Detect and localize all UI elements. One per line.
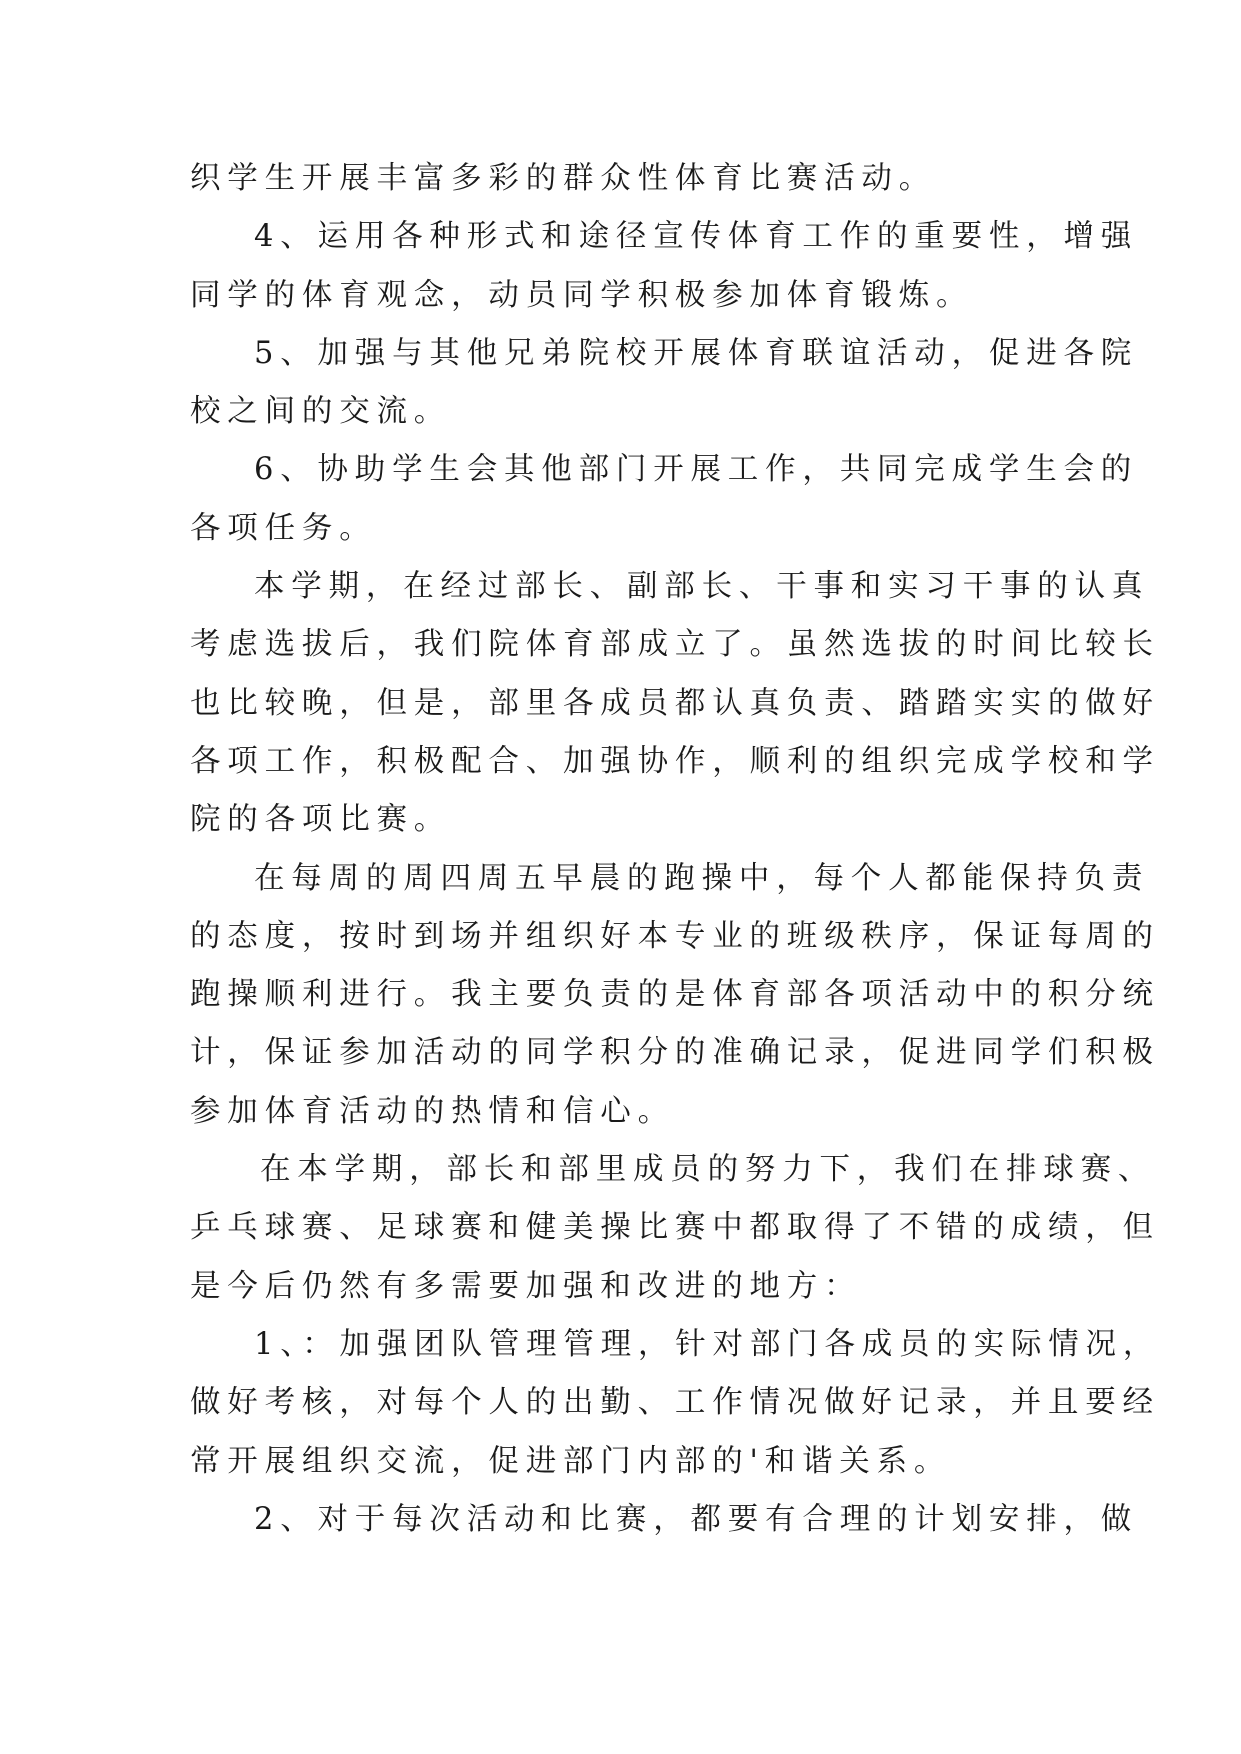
text-line: 各项工作，积极配合、加强协作，顺利的组织完成学校和学 [190, 743, 1160, 779]
text-line: 各项任务。 [190, 510, 377, 546]
text-line: 做好考核，对每个人的出勤、工作情况做好记录，并且要经 [190, 1385, 1160, 1421]
text-line: 1、：加强团队管理管理，针对部门各成员的实际情况， [254, 1326, 1161, 1362]
text-line: 本学期，在经过部长、副部长、干事和实习干事的认真 [254, 569, 1150, 605]
text-line: 在本学期，部长和部里成员的努力下，我们在排球赛、 [260, 1152, 1156, 1188]
text-line: 4、运用各种形式和途径宣传体育工作的重要性，增强 [254, 219, 1139, 255]
text-line: 跑操顺利进行。我主要负责的是体育部各项活动中的积分统 [190, 977, 1160, 1013]
text-line: 是今后仍然有多需要加强和改进的地方： [190, 1268, 862, 1304]
text-line: 织学生开展丰富多彩的群众性体育比赛活动。 [190, 161, 936, 196]
text-line: 的态度，按时到场并组织好本专业的班级秩序，保证每周的 [190, 918, 1160, 954]
text-line: 乒乓球赛、足球赛和健美操比赛中都取得了不错的成绩，但 [190, 1210, 1160, 1246]
text-line: 5、加强与其他兄弟院校开展体育联谊活动，促进各院 [254, 335, 1139, 371]
text-line: 6、协助学生会其他部门开展工作，共同完成学生会的 [254, 452, 1139, 488]
text-line: 在每周的周四周五早晨的跑操中，每个人都能保持负责 [254, 860, 1150, 896]
text-line: 院的各项比赛。 [190, 802, 452, 838]
text-line: 常开展组织交流，促进部门内部的'和谐关系。 [190, 1443, 952, 1479]
document-body [190, 150, 1161, 1549]
text-line: 校之间的交流。 [190, 394, 452, 430]
text-line: 2、对于每次活动和比赛，都要有合理的计划安排，做 [254, 1501, 1139, 1537]
text-line: 考虑选拔后，我们院体育部成立了。虽然选拔的时间比较长 [190, 627, 1160, 663]
text-line: 参加体育活动的热情和信心。 [190, 1093, 675, 1129]
text-line: 计，保证参加活动的同学积分的准确记录，促进同学们积极 [190, 1035, 1160, 1071]
text-line: 也比较晚，但是，部里各成员都认真负责、踏踏实实的做好 [190, 685, 1160, 721]
text-line: 同学的体育观念，动员同学积极参加体育锻炼。 [190, 277, 974, 313]
